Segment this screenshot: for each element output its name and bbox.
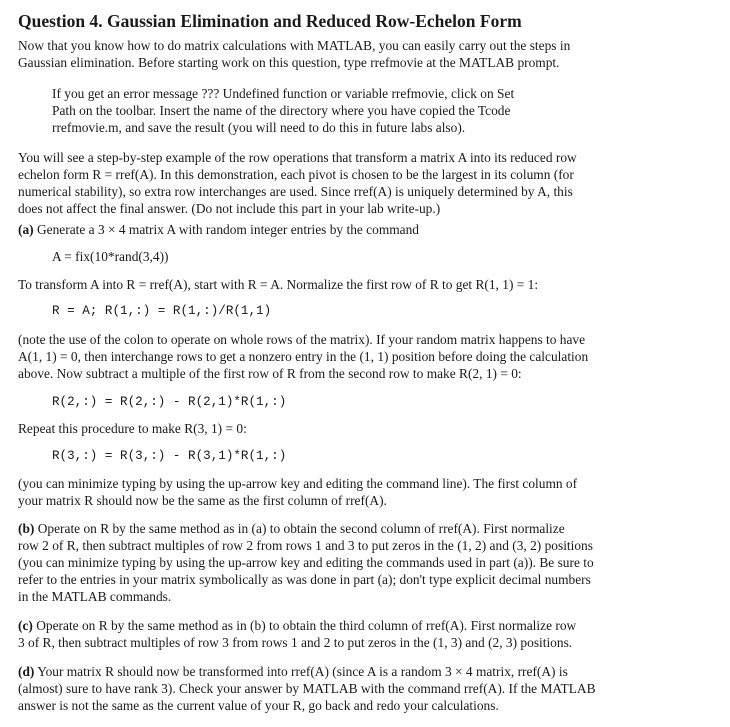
part-c-text-1: Operate on R by the same method as in (b) to obtain the third column of rref(A). First normalize row (36, 618, 577, 633)
part-c-line-1 (18, 617, 692, 634)
part-b-label: (b) (18, 521, 35, 536)
demo-line-4: does not affect the final answer. (Do not include this part in your lab write-up.) (18, 201, 441, 216)
question-title: Question 4. Gaussian Elimination and Reduced Row-Echelon Form (18, 11, 522, 31)
equation-row3: R(3,:) = R(3,:) - R(3,1)*R(1,:) (52, 449, 287, 463)
part-a-line-1 (18, 221, 692, 238)
part-a-line-3: (note the use of the colon to operate on whole rows of the matrix). If your random matrix happens to have (18, 332, 586, 347)
part-b-line-4: refer to the entries in your matrix symbolically as was done in part (a); don't type explicit decimal numbers (18, 572, 591, 587)
part-a-text-1: Generate a 3 × 4 matrix A with random integer entries by the command (36, 222, 419, 237)
part-b-line-1 (18, 520, 692, 537)
part-a-label: (a) (18, 222, 34, 237)
demo-line-3: numerical stability), so extra row interchanges are used. Since rref(A) is uniquely determined by A, this (18, 184, 573, 199)
part-b-line-5: in the MATLAB commands. (18, 589, 172, 604)
part-b-text-1: Operate on R by the same method as in (a) to obtain the second column of rref(A). First normalize (37, 521, 565, 536)
equation-normalize: R = A; R(1,:) = R(1,:)/R(1,1) (52, 304, 272, 318)
part-b-line-3: (you can minimize typing by using the up-arrow key and editing the commands used in part (a)). Be sure to (18, 555, 594, 570)
part-a-line-4: A(1, 1) = 0, then interchange rows to get a nonzero entry in the (1, 1) position before doing the calculation (18, 349, 589, 364)
demo-line-2: echelon form R = rref(A). In this demonstration, each pivot is chosen to be the largest in its column (for (18, 167, 574, 182)
part-a-line-8: your matrix R should now be the same as the first column of rref(A). (18, 493, 387, 508)
part-d-line-1 (18, 663, 692, 680)
part-c-label: (c) (18, 618, 33, 633)
note-line-2: Path on the toolbar. Insert the name of the directory where you have copied the Tcode (52, 103, 511, 118)
part-d-line-2: (almost) sure to have rank 3). Check your answer by MATLAB with the command rref(A). If the MATLAB (18, 681, 596, 696)
intro-line-2: Gaussian elimination. Before starting work on this question, type rrefmovie at the MATLAB prompt. (18, 55, 560, 70)
part-a-line-7: (you can minimize typing by using the up-arrow key and editing the command line). The first column of (18, 476, 578, 491)
part-d-text-1: Your matrix R should now be transformed into rref(A) (since A is a random 3 × 4 matrix, rref(A) is (37, 664, 568, 679)
part-d-label: (d) (18, 664, 35, 679)
equation-row2: R(2,:) = R(2,:) - R(2,1)*R(1,:) (52, 395, 287, 409)
equation-generate: A = fix(10*rand(3,4)) (52, 249, 169, 264)
part-a-line-5: above. Now subtract a multiple of the first row of R from the second row to make R(2, 1) = 0: (18, 366, 522, 381)
part-c-line-2: 3 of R, then subtract multiples of row 3 from rows 1 and 2 to put zeros in the (1, 3) and (2, 3) positions. (18, 635, 573, 650)
part-d-line-3: answer is not the same as the current value of your R, go back and redo your calculations. (18, 698, 499, 713)
intro-line-1: Now that you know how to do matrix calculations with MATLAB, you can easily carry out the steps in (18, 38, 571, 53)
note-line-1: If you get an error message ??? Undefined function or variable rrefmovie, click on Set (52, 86, 515, 101)
part-a-line-6: Repeat this procedure to make R(3, 1) = 0: (18, 421, 247, 436)
part-a-line-2: To transform A into R = rref(A), start with R = A. Normalize the first row of R to get R(1, 1) = 1: (18, 277, 539, 292)
part-b-line-2: row 2 of R, then subtract multiples of row 2 from rows 1 and 3 to put zeros in the (1, 2) and (3, 2) positions (18, 538, 593, 553)
note-line-3: rrefmovie.m, and save the result (you will need to do this in future labs also). (52, 120, 466, 135)
demo-line-1: You will see a step-by-step example of the row operations that transform a matrix A into its reduced row (18, 150, 577, 165)
